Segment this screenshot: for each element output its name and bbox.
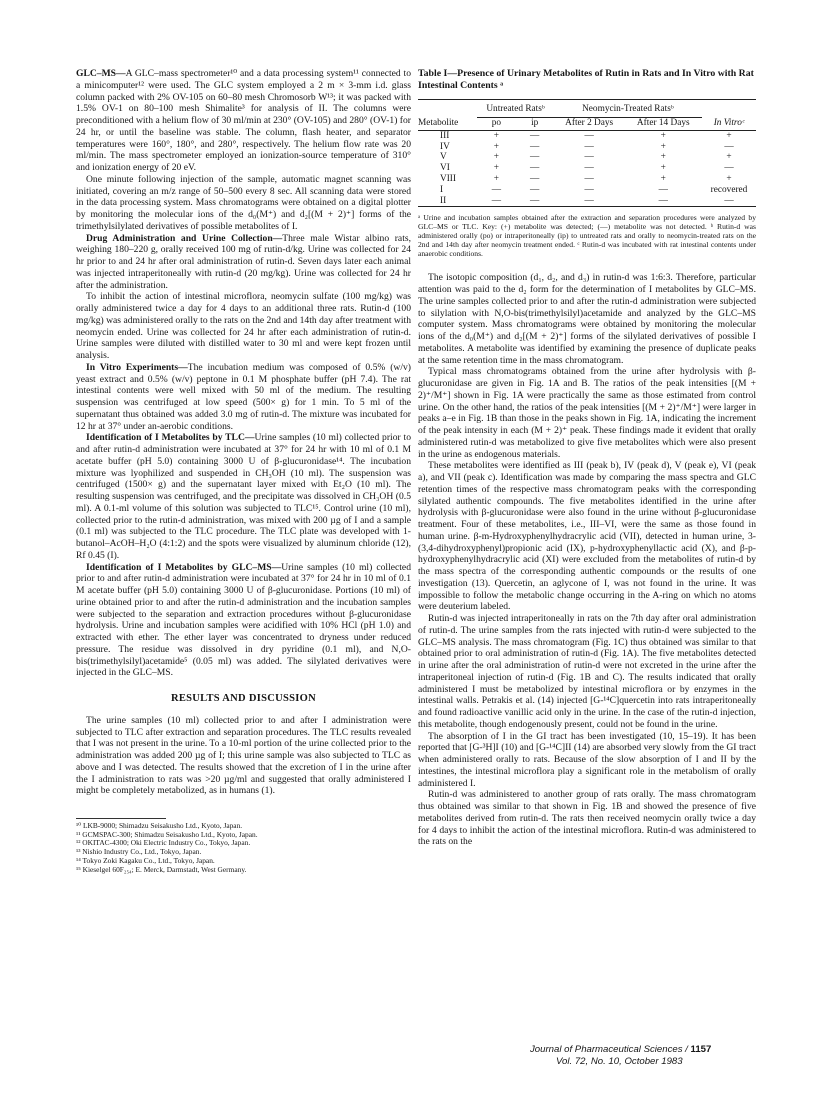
result-cell: — xyxy=(724,163,734,174)
result-cell: — xyxy=(702,196,756,207)
page-number: 1157 xyxy=(690,1044,712,1055)
result-cell: + xyxy=(660,152,666,163)
result-cell: — xyxy=(530,184,540,195)
table-row xyxy=(418,142,756,153)
paragraph-text: The isotopic composition (d₁, d₂, and d₃) in rutin-d was 1:6:3. Therefore, particular attention was paid to the d₂ form for the determination of I metabolites by GLC–MS. The urine samples collected prior to and after the rutin-d administration were subjected to silylation with N,O-bis(trimethylsilyl)acetamide and analyzed by the GLC–MS computer system. Mass chromatograms were obtained by monitoring the molecular ions of the d₀(M⁺) and d₂[(M + 2)⁺] forms of the silylated derivatives of possible I metabolites. A metabolite was identified by examining the presence of duplicate peaks at the same retention time in the mass chromatogram. xyxy=(418,272,756,366)
result-cell: + xyxy=(726,130,732,141)
discussion-text xyxy=(418,272,756,848)
paragraph-neomycin-group xyxy=(418,789,756,848)
paragraph-text: The urine samples (10 ml) collected prior to and after I administration were subjected to TLC after extraction and separation procedures. The TLC results revealed that I was not present in the urine. To a 10-ml portion of the urine collected prior to the administration was added 200 µg of I; this urine sample was also subjected to TLC as above and I was detected. The results showed that the excretion of I in the urine after the I administration to rats was >20 µg/ml and suggested that orally administered I might be completely metabolized, as in humans (1). xyxy=(76,714,411,797)
result-cell: recovered xyxy=(710,184,748,195)
result-cell: + xyxy=(660,173,666,184)
paragraph-in-vitro xyxy=(76,362,411,433)
metabolite-cell: VIII xyxy=(440,173,457,184)
right-column xyxy=(418,68,756,848)
metabolite-cell: IV xyxy=(440,141,450,152)
paragraph-drug-administration xyxy=(76,233,411,292)
metabolite-cell: I xyxy=(440,184,444,195)
table-row xyxy=(418,196,756,207)
result-cell: + xyxy=(726,173,732,184)
paragraph-text: The incubation medium was composed of 0.5% (w/v) yeast extract and 0.5% (w/v) peptone in 0.1 M phosphate buffer (pH 7.4). The rat intestinal contents were well mixed with 50 ml of the medium. The resulting suspension was centrifuged at low speed (500× g) for 1 min. To 5 ml of the supernatant thus obtained was added 3.0 mg of rutin-d. The mixture was incubated for 12 hr at 37° under an-aerobic conditions. xyxy=(76,361,411,432)
result-cell: — xyxy=(584,152,594,163)
table-row xyxy=(418,152,756,163)
column-header: po xyxy=(477,118,515,131)
metabolite-cell: VI xyxy=(440,163,450,174)
group-header-untreated: Untreated Ratsᵇ xyxy=(477,104,554,118)
result-cell: — xyxy=(658,184,668,195)
result-cell: — xyxy=(724,141,734,152)
paragraph-scanning xyxy=(76,174,411,233)
footnotes xyxy=(76,822,411,874)
result-cell: — xyxy=(530,163,540,174)
paragraph-text: Rutin-d was injected intraperitoneally in rats on the 7th day after oral administration of rutin-d. The urine samples from the rats injected with rutin-d were subjected to the GLC–MS analysis. The mass chromatogram (Fig. 1C) thus obtained was similar to that obtained prior to oral administration of rutin-d (Fig. 1A). The five metabolites detected in urine after the oral administration of rutin-d were not excreted in the urine after the intraperitoneal injection of rutin-d (Fig. 1B and C). The results indicated that orally administered I must be metabolized by intestinal microflora or by enzymes in the intestinal walls. Petrakis et al. (14) injected [G-¹⁴C]quercetin into rats intraperitoneally and found radioactive vanillic acid only in the urine. In the case of the rutin-d injection, this metabolite, though endogenously present, could not be found in the urine. xyxy=(418,613,756,730)
paragraph-text: A GLC–mass spectrometer¹⁰ and a data processing system¹¹ connected to a minicomputer¹² were used. The GLC system employed a 2 m × 3-mm i.d. glass column packed with 2% OV-105 on 60–80 mesh Chromosorb W¹³; it was packed with 1.5% OV-1 on 80–100 mesh Shimalite³ for analysis of II. The columns were preconditioned with a helium flow of 30 ml/min at 230° (OV-105) and 280° (OV-1) for 24 hr, or until the baseline was stable. The column, flash heater, and separator temperatures were 160°, 180°, and 280°, respectively. The helium flow rate was 20 ml/min. The mass spectrometer employed an ionization-source temperature of 310° and ionization energy of 20 eV. xyxy=(76,68,411,173)
paragraph-isotopic xyxy=(418,272,756,366)
result-cell: + xyxy=(493,130,500,141)
footnote-rule xyxy=(76,818,166,819)
run-in-heading: GLC–MS— xyxy=(76,68,126,79)
result-cell: + xyxy=(660,163,666,174)
result-cell: + xyxy=(493,141,500,152)
result-cell: — xyxy=(530,173,540,184)
result-cell: — xyxy=(625,196,703,207)
section-heading: RESULTS AND DISCUSSION xyxy=(170,693,317,704)
metabolites-table xyxy=(418,99,756,207)
table-row xyxy=(418,185,756,196)
table-body xyxy=(418,130,756,207)
result-cell: + xyxy=(660,130,666,141)
paragraph-neomycin xyxy=(76,291,411,362)
result-cell: + xyxy=(493,163,500,174)
result-cell: — xyxy=(554,196,625,207)
result-cell: — xyxy=(584,173,594,184)
column-header: After 14 Days xyxy=(625,118,703,131)
metabolite-cell: II xyxy=(418,196,477,207)
paragraph-glc-ms xyxy=(76,68,411,174)
column-header: Metabolite xyxy=(418,118,477,131)
paragraph-results xyxy=(76,715,411,797)
result-cell: + xyxy=(493,173,500,184)
run-in-heading: Identification of I Metabolites by GLC–MS— xyxy=(86,561,282,573)
paragraph-text: The absorption of I in the GI tract has been investigated (10, 15–19). It has been reported that [G-³H]I (10) and [G-¹⁴C]II (14) are absorbed very slowly from the GI tract when administered orally to rats. Because of the slow absorption of I and II by the intestines, the intestinal microflora play a significant role in the metabolism of orally administered I. xyxy=(418,730,756,789)
paragraph-glc-ms-identification xyxy=(76,562,411,680)
footnote: ¹⁴ Tokyo Zoki Kagaku Co., Ltd., Tokyo, Japan. xyxy=(76,855,215,865)
paragraph-text: Three male Wistar albino rats, weighing 180–220 g, orally received 100 mg of rutin-d/kg. Urine was collected for 24 hr prior to and 24 hr after oral administration of rutin-d. Seven days later each animal was injected intraperitoneally with rutin-d (20 mg/kg). Urine was collected for 24 hr after the administration. xyxy=(76,232,411,291)
result-cell: — xyxy=(516,196,554,207)
run-in-heading: Drug Administration and Urine Collection— xyxy=(86,232,283,244)
paragraph-identified-metabolites xyxy=(418,460,756,613)
column-header: In Vitroᶜ xyxy=(702,118,756,131)
result-cell: — xyxy=(530,152,540,163)
metabolite-cell: V xyxy=(440,152,447,163)
footnote: ¹⁵ Kieselgel 60F₂₅₄; E. Merck, Darmstadt, West Germany. xyxy=(76,864,247,874)
result-cell: — xyxy=(530,130,540,141)
result-cell: — xyxy=(584,130,594,141)
table-row xyxy=(418,163,756,174)
paragraph-intraperitoneal xyxy=(418,613,756,731)
result-cell: + xyxy=(660,141,666,152)
result-cell: — xyxy=(491,184,502,195)
run-in-heading: In Vitro Experiments— xyxy=(86,361,188,373)
group-header-neomycin: Neomycin-Treated Ratsᵇ xyxy=(554,104,702,118)
footnote: ¹⁰ LKB-9000; Shimadzu Seisakusho Ltd., Kyoto, Japan. xyxy=(76,821,243,830)
journal-issue: Vol. 72, No. 10, October 1983 xyxy=(556,1055,683,1067)
paragraph-text: Typical mass chromatograms obtained from the urine after hydrolysis with β-glucuronidase are given in Fig. 1A and B. The ratios of the peak intensities [(M + 2)⁺/M⁺] shown in Fig. 1A were practically the same as those estimated from control urine. On the other hand, the ratios of the peak intensities [(M + 2)⁺/M⁺] were larger in peaks a–e in Fig. 1B than those in the peaks shown in Fig. 1A, indicating the increment of the peak intensity in each (M + 2)⁺ peak. These findings made it evident that orally administered rutin-d was metabolized to give five metabolites which were also present in the urine as endogenous materials. xyxy=(418,366,756,460)
column-header: After 2 Days xyxy=(554,118,625,131)
result-cell: + xyxy=(493,152,500,163)
table-row xyxy=(418,174,756,185)
table-title: Table I—Presence of Urinary Metabolites of Rutin in Rats and In Vitro with Rat Intestinal Contents ᵃ xyxy=(418,68,754,91)
left-column xyxy=(76,68,411,874)
metabolite-cell: III xyxy=(440,130,450,141)
paragraph-tlc xyxy=(76,432,411,561)
result-cell: — xyxy=(584,163,594,174)
paragraph-text: Rutin-d was administered to another group of rats orally. The mass chromatogram thus obtained was similar to that shown in Fig. 1B and showed the presence of five metabolites derived from rutin-d. The rats then received neomycin orally twice a day for 4 days to inhibit the action of the intestinal microflora. Rutin-d was administered to the rats on the xyxy=(418,789,756,848)
footnote: ¹³ Nishio Industry Co., Ltd., Tokyo, Japan. xyxy=(76,847,202,857)
journal-name: Journal of Pharmaceutical Sciences / xyxy=(530,1044,691,1055)
paragraph-text: These metabolites were identified as III (peak b), IV (peak d), V (peak e), VI (peak a), and VII (peak c). Identification was made by comparing the mass spectra and GLC retention times of the respective mass chromatogram peaks with the corresponding silylated authentic compounds. The five metabolites identified in the urine after hydrolysis with β-glucuronidase were also found in the urine without β-glucuronidase treatment. Four of these metabolites, i.e., III–VI, were the same as those found in human urine. β-m-Hydroxyphenylhydracrylic acid (VII), detected in human urine, 3-(3,4-dihydroxyphenyl)propionic acid (IX), p-hydroxyphenyllactic acid (X), and β-p-hydroxyphenylhydracrylic acid (XI) were excluded from the metabolites of rutin-d by the mass spectra of the corresponding authentic compounds or the results of one investigation (13). Quercetin, an aglycone of I, was not found in the urine. It was impossible to follow the metabolic change occurring in the A-ring on which no atoms were deuterium labeled. xyxy=(418,460,756,613)
result-cell: — xyxy=(584,141,594,152)
paragraph-mass-chromatograms xyxy=(418,366,756,460)
table-footnotes: ᵃ Urine and incubation samples obtained after the extraction and separation procedures were analyzed by GLC–MS or TLC. Key: (+) metabolite was detected; (—) metabolite was not detected. ᵇ Rutin-d was administered orally (po) or intraperitoneally (ip) to untreated rats and orally to neomycin-treated rats on the 2nd and 14th day after neomycin treatment ended. ᶜ Rutin-d was incubated with rat intestinal contents under anaerobic conditions. xyxy=(418,213,756,259)
page-footer xyxy=(530,1044,711,1068)
table-row xyxy=(418,130,756,141)
footnote: ¹¹ GCMSPAC-300; Shimadzu Seisakusho Ltd., Kyoto, Japan. xyxy=(76,829,258,839)
result-cell: + xyxy=(726,152,732,163)
result-cell: — xyxy=(584,184,594,195)
paragraph-text: One minute following injection of the sample, automatic magnet scanning was initiated, covering an m/z range of 50–500 every 8 sec. All scanning data were stored in the data processing system. Mass chromatograms were obtained on a digital plotter by monitoring the molecular ions of the d₀(M⁺) and d₂[(M + 2)⁺] forms of the trimethylsilylated derivatives of possible metabolites of I. xyxy=(76,173,411,232)
paragraph-text: To inhibit the action of intestinal microflora, neomycin sulfate (100 mg/kg) was orally administered twice a day for 4 days to an additional three rats. Rutin-d (100 mg/kg) was administered orally to the rats on the 2nd and 14th day after treatment with neomycin ended. Urine was collected for 24 hr after each administration of rutin-d. Urine samples were diluted with distilled water to 30 ml and were kept frozen until analysis. xyxy=(76,291,411,361)
paragraph-text: Urine samples (10 ml) collected prior to and after rutin-d administration were incubated at 37° for 24 hr in 10 ml of 0.1 M acetate buffer (pH 5.0) containing 3000 U of β-glucuronidase. Portions (10 ml) of urine obtained prior to and after the rutin-d administration and the incubation samples were subjected to the separation and extraction procedures without β-glucuronidase hydrolysis. Urine and incubation samples were acidified with 10% HCl (pH 1.0) and extracted with ether. The ether layer was concentrated to dryness under reduced pressure. The residue was dissolved in dry pyridine (0.1 ml), and N,O-bis(trimethylsilyl)acetamide⁵ (0.05 ml) was added. The silylated derivatives were injected in the GLC–MS. xyxy=(76,561,411,679)
result-cell: — xyxy=(477,196,515,207)
run-in-heading: Identification of I Metabolites by TLC— xyxy=(86,432,255,444)
result-cell: — xyxy=(530,141,540,152)
column-header: ip xyxy=(516,118,554,131)
paragraph-absorption xyxy=(418,731,756,790)
footnote: ¹² OKITAC-4300; Oki Electric Industry Co., Tokyo, Japan. xyxy=(76,838,251,848)
paragraph-text: Urine samples (10 ml) collected prior to and after rutin-d administration were incubated at 37° for 24 hr with 10 ml of 0.1 M acetate buffer (pH 5.0) containing 3000 U of β-glucuronidase¹⁴. The incubation mixture was lyophilized and suspended in CH₃OH (10 ml). The suspension was centrifuged (1500× g) and the supernatant layer mixed with Et₂O (10 ml). The resulting suspension was centrifuged, and the precipitate was dissolved in CH₃OH (0.5 ml). A 0.1-ml volume of this solution was subjected to TLC¹⁵. Control urine (10 ml), collected prior to the rutin-d administration, was mixed with 200 µg of I and a sample (0.1 ml) was subjected to the TLC procedure. The TLC plate was developed with 1-butanol–AcOH–H₂O (4:1:2) and the spots were visualized by aluminum chloride (12), Rf 0.45 (I). xyxy=(76,432,411,561)
